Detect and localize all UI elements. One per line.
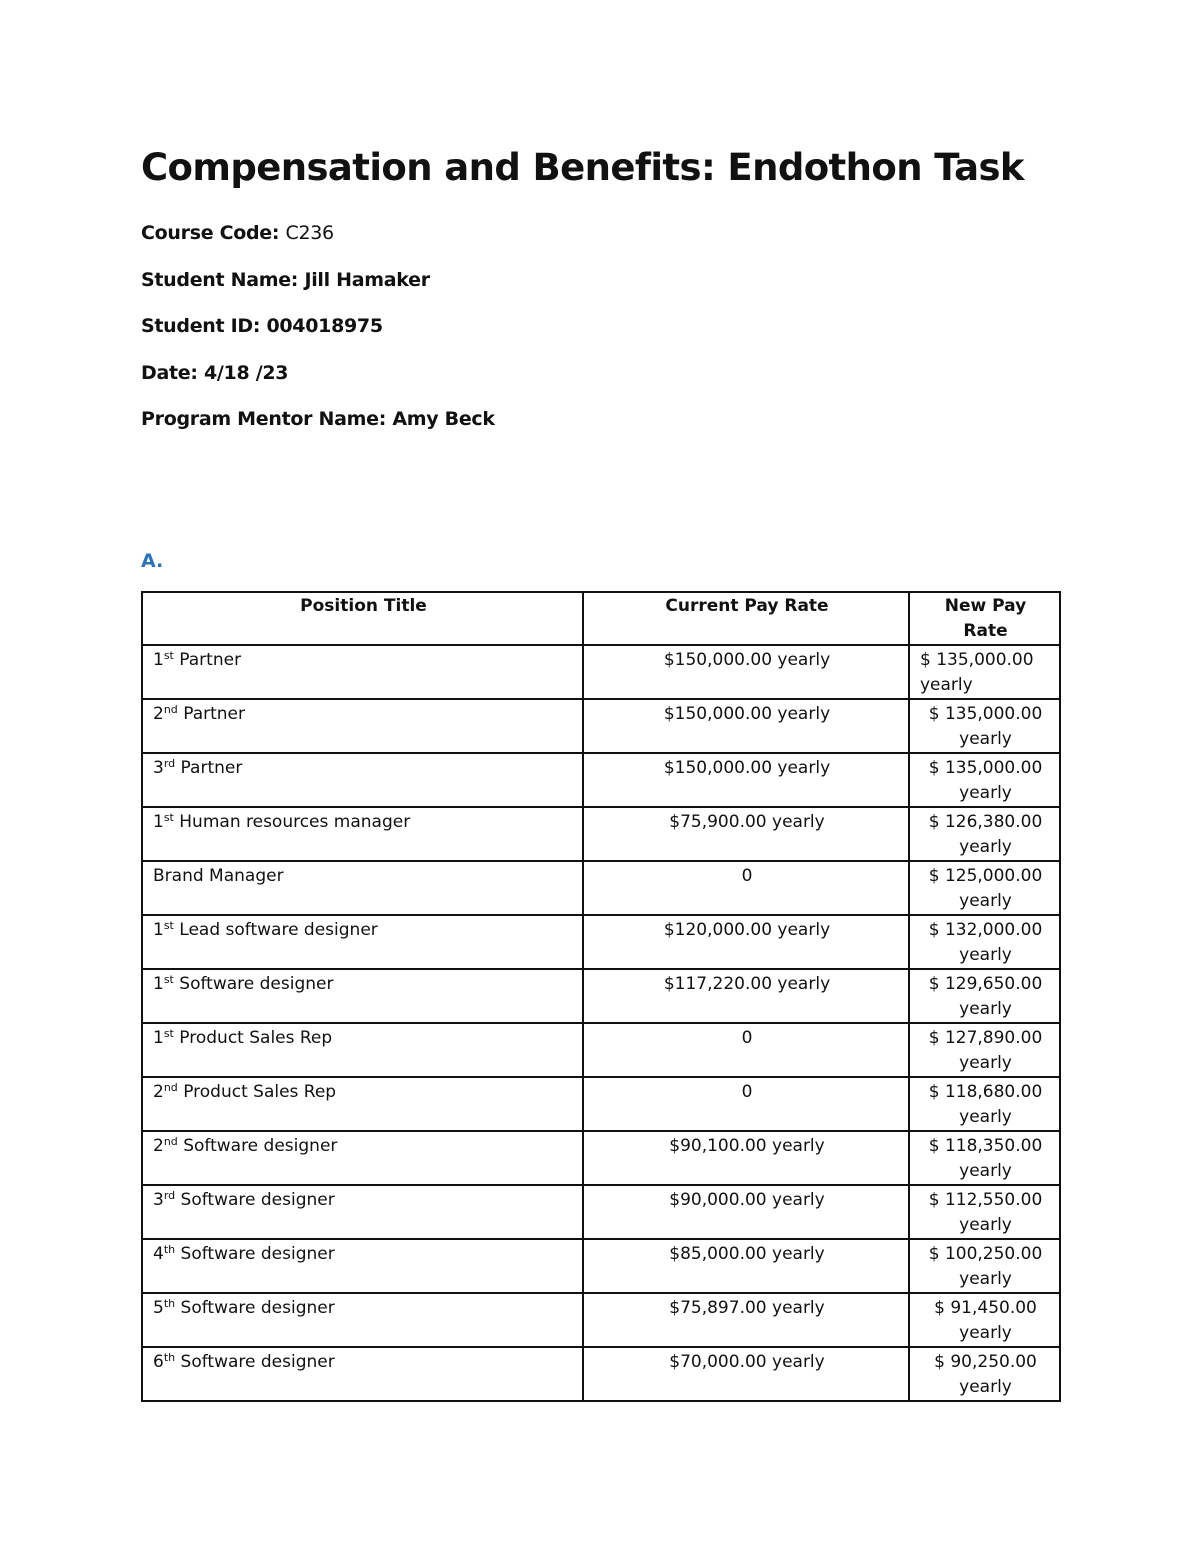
position-ordinal-suffix: th (163, 1297, 176, 1310)
table-row (142, 1347, 1060, 1401)
cell-position-title (142, 645, 583, 699)
position-ordinal-suffix: th (163, 1351, 176, 1364)
position-ordinal-suffix: st (163, 649, 174, 662)
cell-new-pay-rate: $ 90,250.00 yearly (909, 1347, 1060, 1401)
section-heading: A. (141, 550, 164, 572)
cell-current-pay-rate: 0 (583, 1077, 909, 1131)
student-id-label: Student ID: (141, 315, 267, 337)
position-ordinal-suffix: th (163, 1243, 176, 1256)
date-value: 4/18 /23 (203, 362, 289, 384)
table-row (142, 645, 1060, 699)
cell-current-pay-rate: $150,000.00 yearly (583, 699, 909, 753)
course-code-line (141, 222, 334, 244)
cell-current-pay-rate: $120,000.00 yearly (583, 915, 909, 969)
position-ordinal: 1 (153, 650, 164, 670)
table-row (142, 1077, 1060, 1131)
cell-current-pay-rate: $150,000.00 yearly (583, 753, 909, 807)
position-ordinal: 2 (153, 1082, 164, 1102)
table-row (142, 1239, 1060, 1293)
cell-position-title (142, 1023, 583, 1077)
table-row (142, 861, 1060, 915)
position-ordinal: 1 (153, 812, 164, 832)
cell-current-pay-rate: 0 (583, 861, 909, 915)
cell-position-title (142, 1185, 583, 1239)
position-ordinal-suffix: rd (163, 1189, 176, 1202)
header-new-pay-rate: New Pay Rate (909, 592, 1060, 645)
cell-position-title (142, 753, 583, 807)
position-ordinal-suffix: st (163, 919, 174, 932)
table-row (142, 1185, 1060, 1239)
cell-current-pay-rate: $117,220.00 yearly (583, 969, 909, 1023)
position-ordinal-suffix: st (163, 1027, 174, 1040)
cell-new-pay-rate: $ 100,250.00 yearly (909, 1239, 1060, 1293)
table-row (142, 1293, 1060, 1347)
cell-position-title (142, 969, 583, 1023)
position-name: Product Sales Rep (177, 1082, 337, 1102)
table-row (142, 699, 1060, 753)
position-name: Brand Manager (153, 866, 284, 886)
table-row (142, 807, 1060, 861)
cell-current-pay-rate: $90,100.00 yearly (583, 1131, 909, 1185)
cell-current-pay-rate: $85,000.00 yearly (583, 1239, 909, 1293)
position-name: Software designer (175, 1244, 335, 1264)
header-position-title: Position Title (142, 592, 583, 645)
table-row (142, 753, 1060, 807)
position-name: Partner (175, 758, 243, 778)
student-id-value: 004018975 (266, 315, 383, 337)
cell-new-pay-rate: $ 126,380.00 yearly (909, 807, 1060, 861)
position-ordinal: 1 (153, 974, 164, 994)
position-ordinal: 1 (153, 920, 164, 940)
table-row (142, 1023, 1060, 1077)
position-ordinal-suffix: st (163, 811, 174, 824)
position-ordinal: 3 (153, 1190, 164, 1210)
cell-current-pay-rate: 0 (583, 1023, 909, 1077)
student-name-value: Jill Hamaker (304, 269, 430, 291)
date-line (141, 362, 288, 384)
cell-new-pay-rate: $ 132,000.00 yearly (909, 915, 1060, 969)
cell-position-title (142, 1293, 583, 1347)
position-name: Software designer (175, 1190, 335, 1210)
position-ordinal: 6 (153, 1352, 164, 1372)
table-row (142, 915, 1060, 969)
document-title: Compensation and Benefits: Endothon Task (141, 146, 1024, 189)
pay-rate-table (141, 591, 1061, 1402)
student-id-line (141, 315, 383, 337)
position-ordinal: 4 (153, 1244, 164, 1264)
position-ordinal: 1 (153, 1028, 164, 1048)
position-ordinal: 5 (153, 1298, 164, 1318)
header-current-pay-rate: Current Pay Rate (583, 592, 909, 645)
cell-position-title (142, 861, 583, 915)
position-ordinal-suffix: nd (163, 1081, 178, 1094)
position-name: Partner (173, 650, 242, 670)
position-name: Human resources manager (173, 812, 411, 832)
cell-position-title (142, 699, 583, 753)
position-ordinal: 2 (153, 1136, 164, 1156)
cell-current-pay-rate: $75,897.00 yearly (583, 1293, 909, 1347)
position-name: Software designer (175, 1352, 335, 1372)
cell-new-pay-rate: $ 118,350.00 yearly (909, 1131, 1060, 1185)
cell-new-pay-rate: $ 135,000.00 yearly (909, 753, 1060, 807)
student-name-label: Student Name: (141, 269, 305, 291)
cell-new-pay-rate: $ 125,000.00 yearly (909, 861, 1060, 915)
cell-new-pay-rate: $ 127,890.00 yearly (909, 1023, 1060, 1077)
cell-current-pay-rate: $70,000.00 yearly (583, 1347, 909, 1401)
cell-position-title (142, 1077, 583, 1131)
cell-position-title (142, 1131, 583, 1185)
table-row (142, 1131, 1060, 1185)
cell-current-pay-rate: $75,900.00 yearly (583, 807, 909, 861)
cell-position-title (142, 915, 583, 969)
position-name: Software designer (173, 974, 334, 994)
position-ordinal-suffix: st (163, 973, 174, 986)
mentor-line (141, 408, 495, 430)
cell-current-pay-rate: $150,000.00 yearly (583, 645, 909, 699)
cell-new-pay-rate: $ 135,000.00 yearly (909, 699, 1060, 753)
position-name: Software designer (175, 1298, 335, 1318)
course-code-label: Course Code: (141, 222, 286, 244)
cell-new-pay-rate: $ 91,450.00 yearly (909, 1293, 1060, 1347)
cell-new-pay-rate: $ 129,650.00 yearly (909, 969, 1060, 1023)
position-ordinal: 2 (153, 704, 164, 724)
cell-position-title (142, 807, 583, 861)
mentor-value: Amy Beck (392, 408, 495, 430)
cell-position-title (142, 1347, 583, 1401)
position-name: Partner (177, 704, 245, 724)
cell-new-pay-rate: $ 118,680.00 yearly (909, 1077, 1060, 1131)
date-label: Date: (141, 362, 204, 384)
position-ordinal-suffix: rd (163, 757, 176, 770)
table-header-row (142, 592, 1060, 645)
table-body (142, 645, 1060, 1401)
position-ordinal-suffix: nd (163, 1135, 178, 1148)
table-row (142, 969, 1060, 1023)
position-ordinal-suffix: nd (163, 703, 178, 716)
cell-current-pay-rate: $90,000.00 yearly (583, 1185, 909, 1239)
cell-new-pay-rate: $ 135,000.00 yearly (909, 645, 1060, 699)
position-name: Software designer (177, 1136, 338, 1156)
position-name: Lead software designer (173, 920, 378, 940)
cell-position-title (142, 1239, 583, 1293)
position-name: Product Sales Rep (173, 1028, 333, 1048)
student-name-line (141, 269, 430, 291)
position-ordinal: 3 (153, 758, 164, 778)
course-code-value: C236 (285, 222, 334, 244)
mentor-label: Program Mentor Name: (141, 408, 393, 430)
cell-new-pay-rate: $ 112,550.00 yearly (909, 1185, 1060, 1239)
